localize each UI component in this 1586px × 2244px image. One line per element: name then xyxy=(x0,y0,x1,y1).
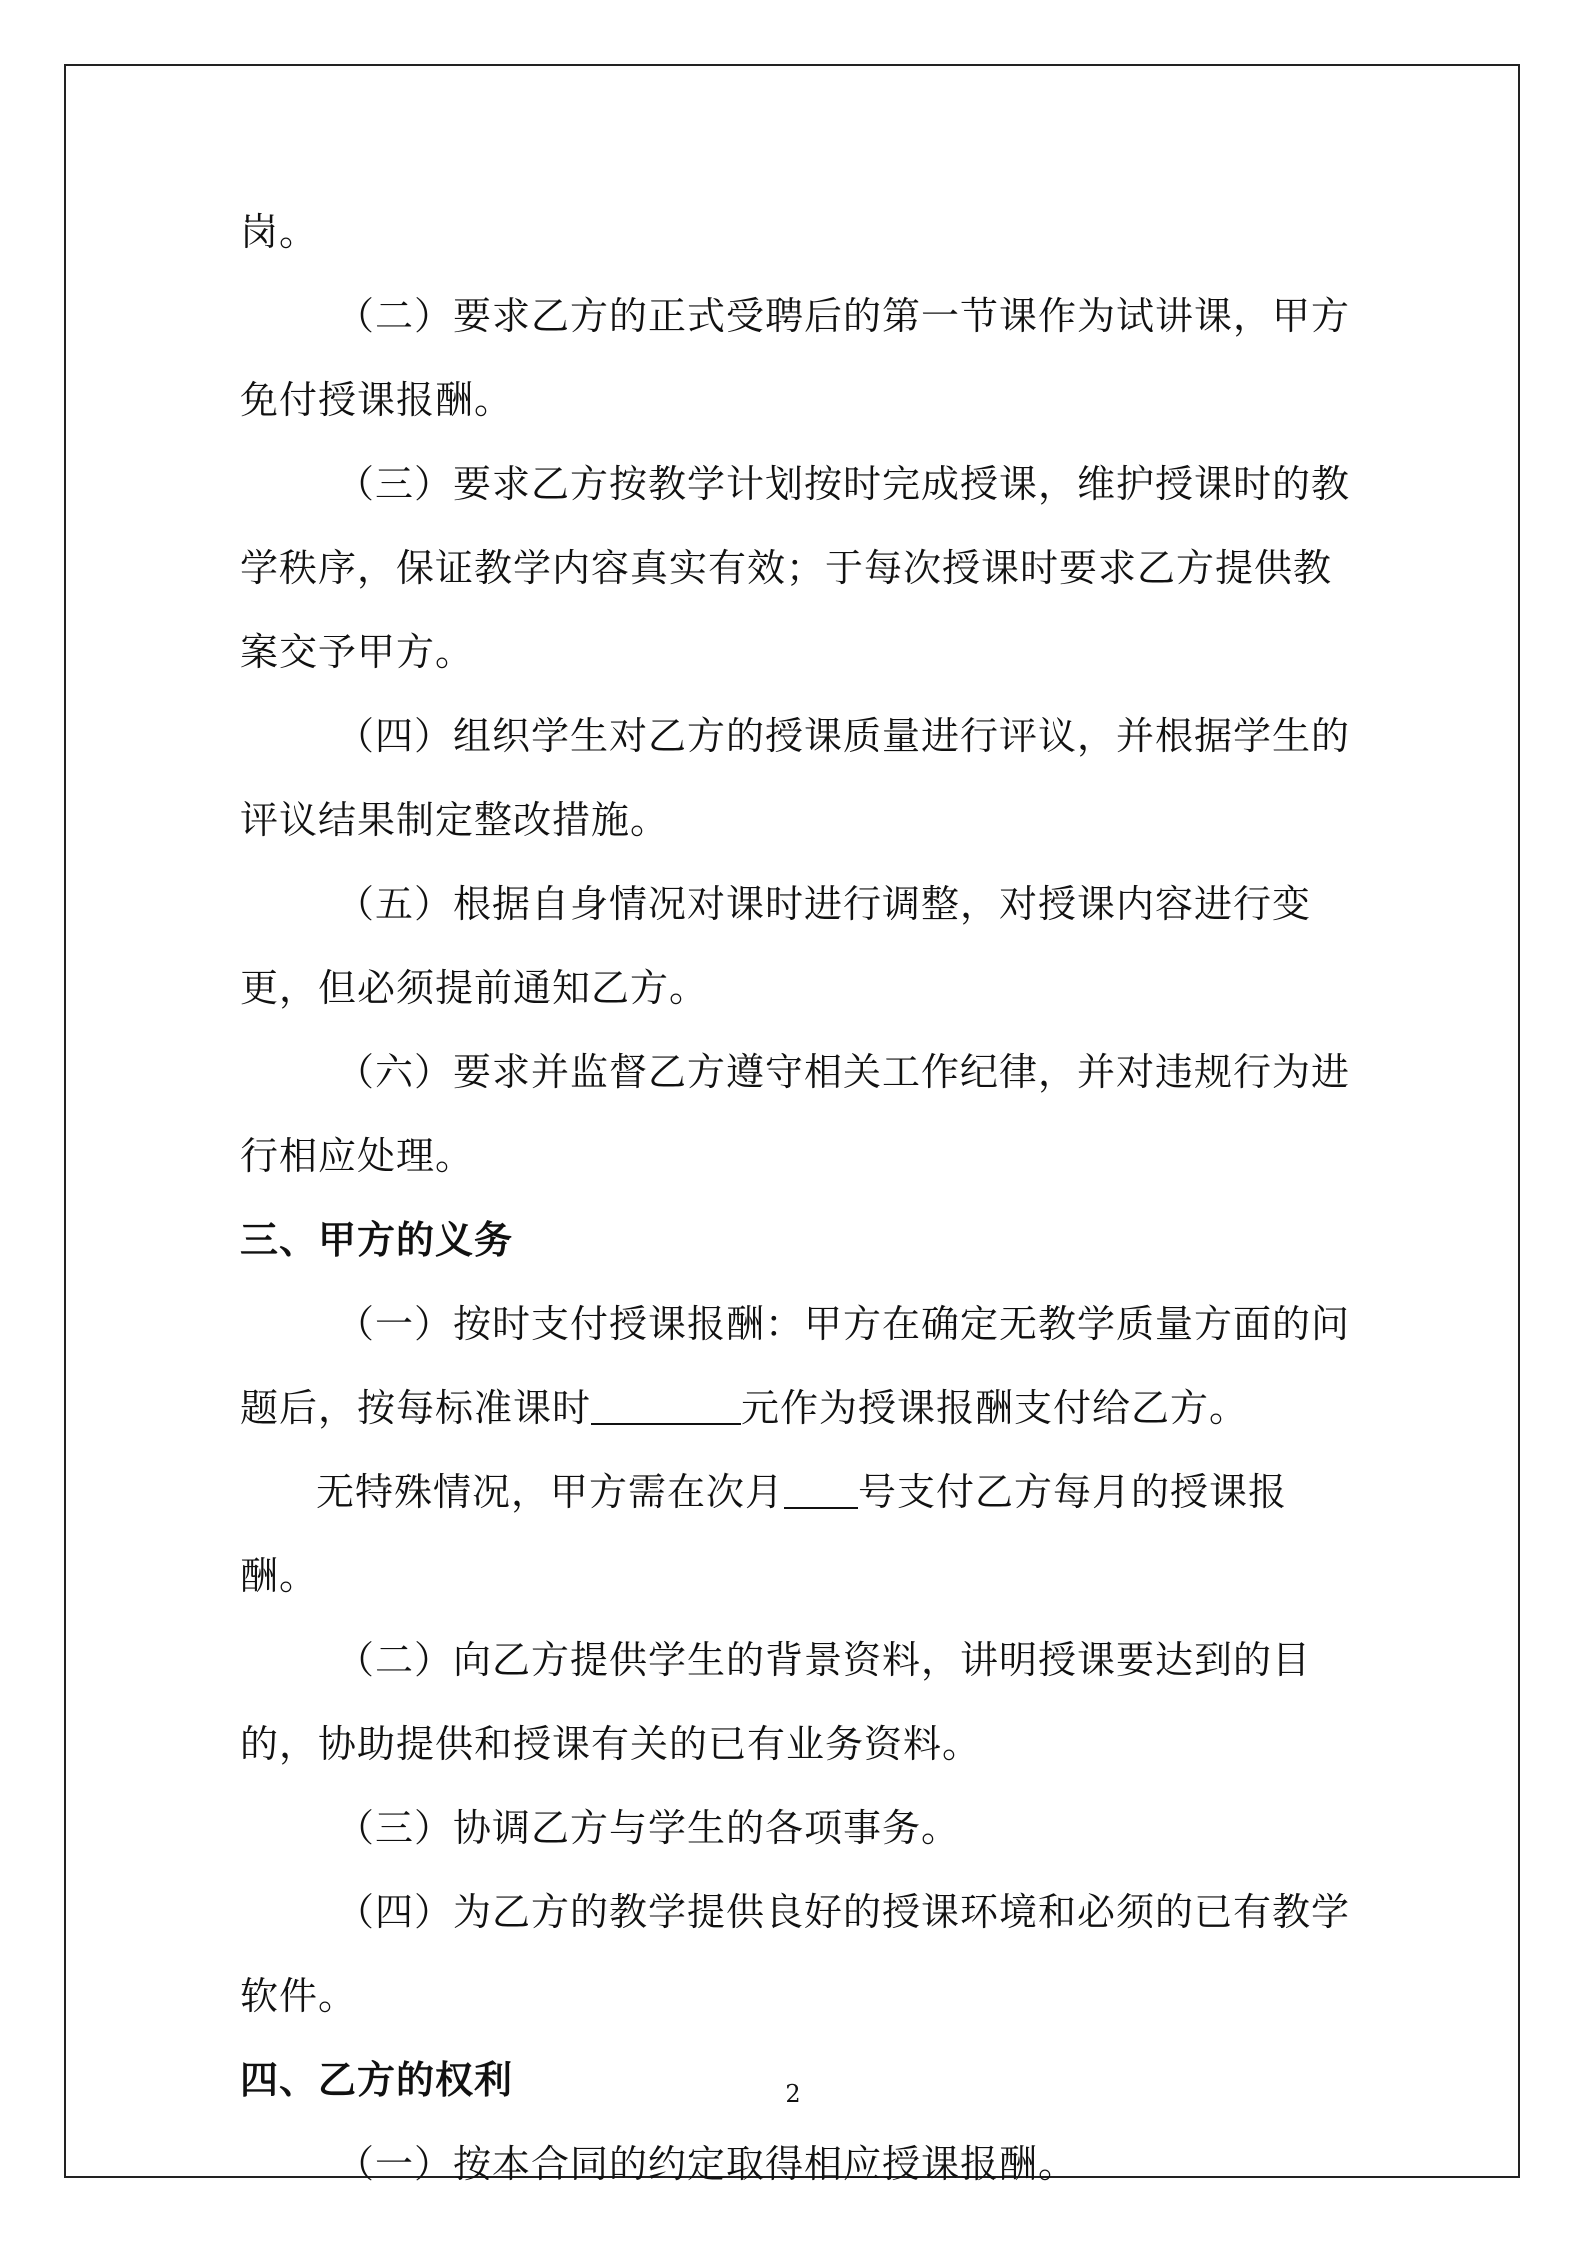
section-heading-3: 三、甲方的义务 xyxy=(240,1218,514,1262)
paragraph-item-3-1-text-a: （一）按时支付授课报酬：甲方在确定无教学质量方面的问题后，按每标准课时 xyxy=(240,1302,1351,1430)
paragraph-item-3-1 xyxy=(240,1282,1360,1450)
page-number: 2 xyxy=(785,2080,801,2108)
paragraph-payment-day-text-b: 号支付乙方每月的授课报酬。 xyxy=(240,1470,1288,1598)
paragraph-item-2-5: （五）根据自身情况对课时进行调整，对授课内容进行变更，但必须提前通知乙方。 xyxy=(240,882,1312,1010)
paragraph-continuation: 岗。 xyxy=(240,210,319,254)
paragraph-payment-day-text-a: 无特殊情况，甲方需在次月 xyxy=(316,1470,785,1514)
fill-in-blank-day xyxy=(784,1469,858,1509)
fill-in-blank-fee xyxy=(591,1385,741,1425)
section-heading-4: 四、乙方的权利 xyxy=(240,2058,514,2102)
paragraph-payment-day xyxy=(240,1450,1360,1618)
paragraph-item-3-4: （四）为乙方的教学提供良好的授课环境和必须的已有教学软件。 xyxy=(240,1890,1351,2018)
paragraph-item-2-4: （四）组织学生对乙方的授课质量进行评议，并根据学生的评议结果制定整改措施。 xyxy=(240,714,1351,842)
paragraph-item-2-6: （六）要求并监督乙方遵守相关工作纪律，并对违规行为进行相应处理。 xyxy=(240,1050,1351,1178)
document-body xyxy=(240,190,1360,2206)
paragraph-item-2-3: （三）要求乙方按教学计划按时完成授课，维护授课时的教学秩序，保证教学内容真实有效；于每次授课时要求乙方提供教案交予甲方。 xyxy=(240,462,1351,674)
paragraph-item-2-2: （二）要求乙方的正式受聘后的第一节课作为试讲课，甲方免付授课报酬。 xyxy=(240,294,1351,422)
paragraph-item-3-3: （三）协调乙方与学生的各项事务。 xyxy=(336,1806,961,1850)
paragraph-item-3-1-text-b: 元作为授课报酬支付给乙方。 xyxy=(741,1386,1249,1430)
paragraph-item-4-1: （一）按本合同的约定取得相应授课报酬。 xyxy=(336,2142,1078,2186)
paragraph-item-3-2: （二）向乙方提供学生的背景资料，讲明授课要达到的目的，协助提供和授课有关的已有业务资料。 xyxy=(240,1638,1312,1766)
